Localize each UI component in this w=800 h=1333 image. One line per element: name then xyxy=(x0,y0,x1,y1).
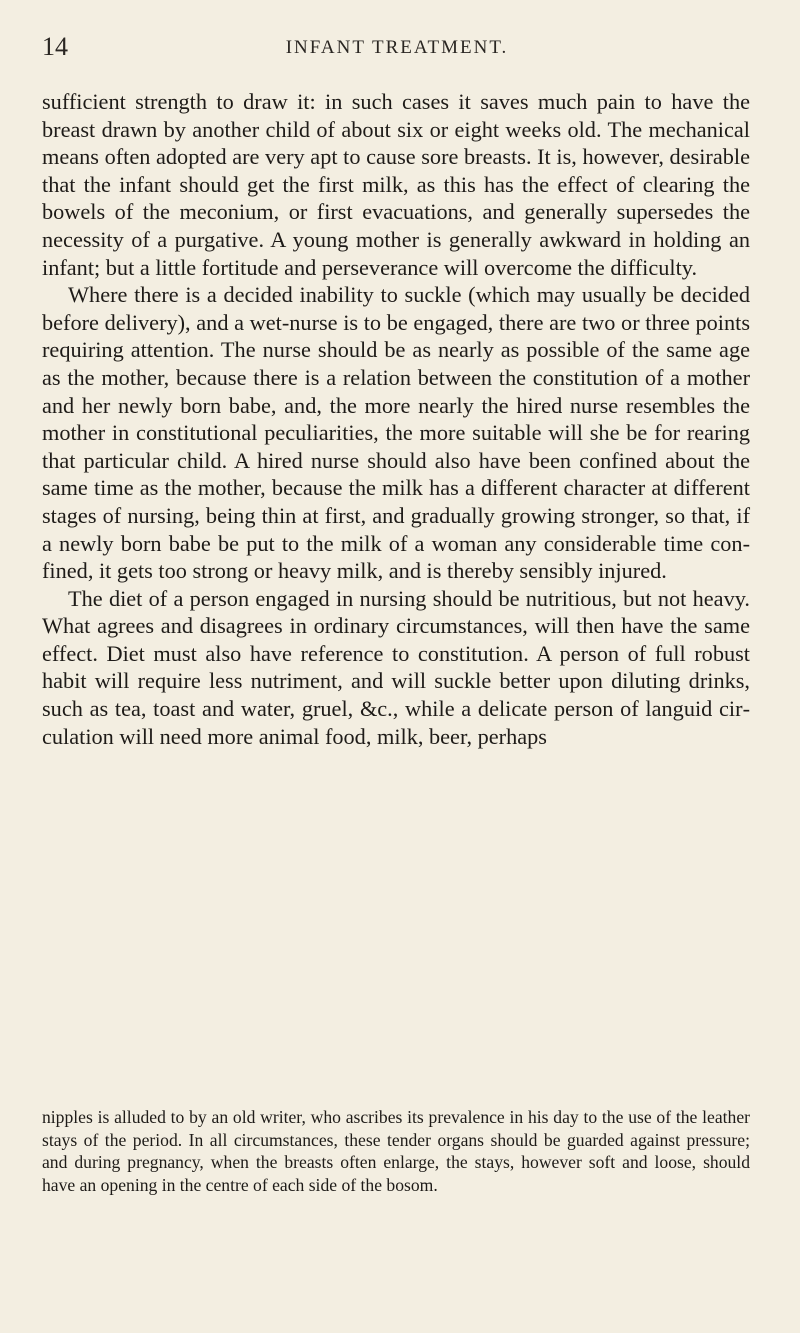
page-header xyxy=(42,30,752,64)
paragraph-continuation: sufficient strength to draw it: in such cases it saves much pain to have the breast drawn by another child of about six or eight weeks old. The mechanical means often adopted are very apt to cause sore breasts. It is, however, desirable that the infant should get the first milk, as this has the effect of clearing the bowels of the meconium, or first evacuations, and generally supersedes the necessity of a purgative. A young mother is generally awkward in holding an infant; but a little fortitude and perseverance will overcome the difficulty. xyxy=(42,89,750,280)
main-text xyxy=(42,88,750,750)
paragraph-wet-nurse: Where there is a decided inability to suckle (which may usually be decided before delivery), and a wet-nurse is to be engaged, there are two or three points requiring attention. The nurse should be as nearly as possible of the same age as the mother, because there is a relation between the constitution of a mother and her newly born babe, and, the more nearly the hired nurse resembles the mother in constitutional peculiarities, the more suitable will she be for rearing that particular child. A hired nurse should also have been confined about the same time as the mother, because the milk has a different character at different stages of nursing, being thin at first, and gradually growing stronger, so that, if a newly born babe be put to the milk of a woman any considerable time confined, it gets too strong or heavy milk, and is thereby sensibly injured. xyxy=(42,282,750,584)
running-head: INFANT TREATMENT. xyxy=(285,37,509,58)
paragraph-diet: The diet of a person engaged in nursing should be nutritious, but not heavy. What agrees and disagrees in ordinary circumstances, will then have the same effect. Diet must also have reference to constitution. A person of full robust habit will require less nutriment, and will suckle better upon diluting drinks, such as tea, toast and water, gruel, &c., while a delicate person of languid circulation will need more animal food, milk, beer, perhaps xyxy=(42,585,750,749)
footnote xyxy=(42,1106,750,1196)
footnote-text: nipples is alluded to by an old writer, who ascribes its prevalence in his day to the use of the leather stays of the period. In all circumstances, these tender organs should be guarded against pressure; and during pregnancy, when the breasts often enlarge, the stays, however soft and loose, should have an opening in the centre of each side of the bosom. xyxy=(42,1107,750,1195)
page-number: 14 xyxy=(42,32,68,61)
